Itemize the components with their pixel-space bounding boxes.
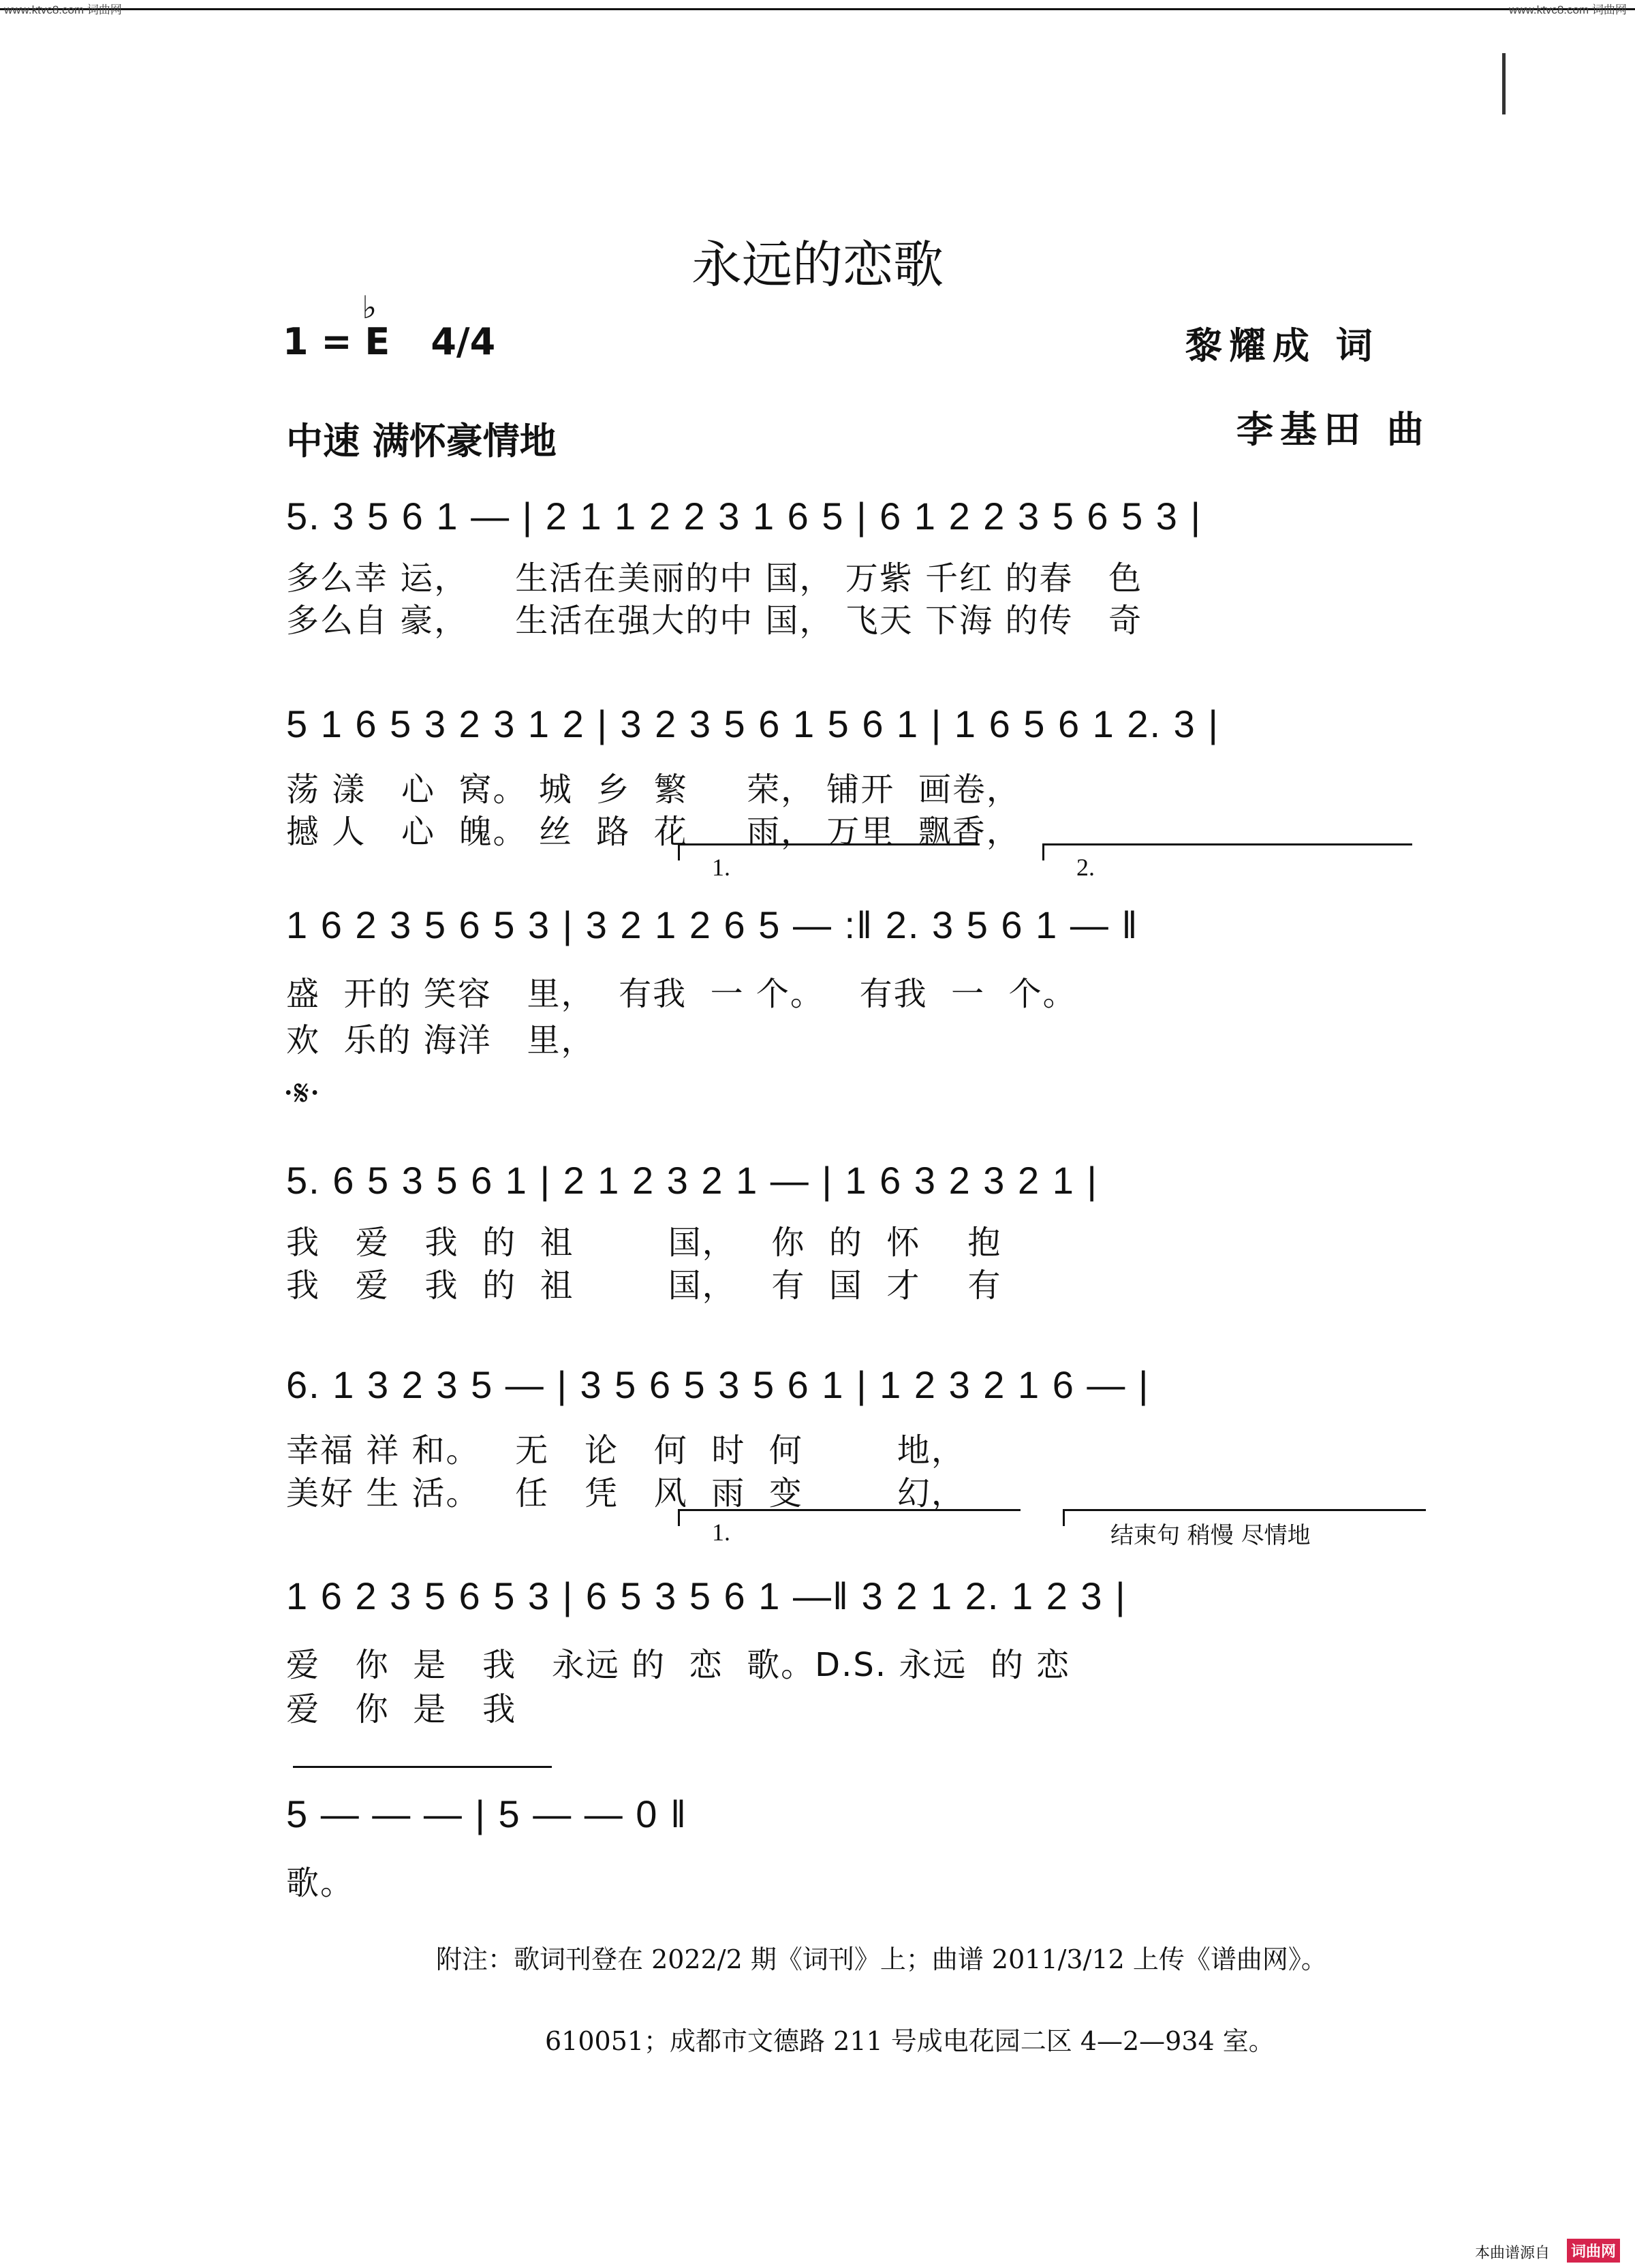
volta-number-1: 1. xyxy=(712,854,730,881)
notation-row: 5. 3 5 6 1 — | 2 1 1 2 2 3 1 6 5 | 6 1 2 2 3 5 6 5 3 | xyxy=(286,495,1202,538)
lyric-line: 多么自 豪， 生活在强大的中 国， 飞天 下海 的传 奇 xyxy=(286,602,1143,640)
lyric-line: 撼 人 心 魄。 丝 路 花 雨， 万里 飘香， xyxy=(286,813,1021,851)
lyricist-credit: 黎耀成 词 xyxy=(1185,324,1380,367)
notation-row: 5. 6 5 3 5 6 1 | 2 1 2 3 2 1 — | 1 6 3 2 3 2 1 | xyxy=(286,1159,1098,1202)
site-stamp-right: www.ktvc8.com 词曲网 xyxy=(1509,3,1627,16)
volta-number-2: 2. xyxy=(1076,854,1095,881)
tie-arc xyxy=(293,1766,552,1780)
lyric-line: 多么幸 运， 生活在美丽的中 国， 万紫 千红 的春 色 xyxy=(286,559,1143,597)
notation-row: 5 1 6 5 3 2 3 1 2 | 3 2 3 5 6 1 5 6 1 | 1 6 5 6 1 2. 3 | xyxy=(286,702,1219,745)
flat-sign: ♭ xyxy=(362,289,377,326)
watermark-logo: 词曲网 xyxy=(1567,2239,1620,2263)
key-signature: 1 = ♭ E 4/4 xyxy=(283,289,496,363)
contact-address: 610051；成都市文德路 211 号成电花园二区 4—2—934 室。 xyxy=(545,2026,1275,2056)
time-signature: 4/4 xyxy=(431,320,496,363)
lyric-line: 欢 乐的 海洋 里， xyxy=(286,1021,595,1059)
watermark-label: 本曲谱源自 xyxy=(1475,2245,1551,2262)
lyric-line: 爱 你 是 我 永远 的 恋 歌。D.S. 永远 的 恋 xyxy=(286,1646,1071,1684)
lyric-line: 盛 开的 笑容 里， 有我 一 个。 有我 一 个。 xyxy=(286,975,1077,1013)
lyric-line: 我 爱 我 的 祖 国， 你 的 怀 抱 xyxy=(286,1224,1002,1262)
lyric-line: 幸福 祥 和。 无 论 何 时 何 地， xyxy=(286,1431,965,1470)
tempo-marking: 中速 满怀豪情地 xyxy=(286,420,557,463)
scan-edge-mark xyxy=(1502,53,1506,114)
volta-number-1b: 1. xyxy=(712,1519,730,1546)
volta-bracket-2 xyxy=(1042,843,1412,860)
lyric-line: 美好 生 活。 任 凭 风 雨 变 幻， xyxy=(286,1474,965,1512)
notation-row: 6. 1 3 2 3 5 — | 3 5 6 5 3 5 6 1 | 1 2 3 2 1 6 — | xyxy=(286,1363,1150,1406)
song-title: 永远的恋歌 xyxy=(691,236,944,294)
ending-instruction: 结束句 稍慢 尽情地 xyxy=(1110,1522,1311,1549)
segno-icon: ·𝄋· xyxy=(283,1073,321,1114)
lyric-line: 荡 漾 心 窝。 城 乡 繁 荣， 铺开 画卷， xyxy=(286,771,1021,809)
site-stamp-left: www.ktvc8.com 词曲网 xyxy=(4,3,122,16)
top-rule xyxy=(0,8,1635,10)
notation-row: 1 6 2 3 5 6 5 3 | 6 5 3 5 6 1 —‖ 3 2 1 2. 1 2 3 | xyxy=(286,1574,1127,1617)
composer-credit: 李基田 曲 xyxy=(1236,408,1431,451)
lyric-line: 我 爱 我 的 祖 国， 有 国 才 有 xyxy=(286,1267,1002,1305)
notation-row: 5 — — — | 5 — — 0 ‖ xyxy=(286,1792,688,1835)
lyric-line: 爱 你 是 我 xyxy=(286,1690,517,1728)
lyric-line: 歌。 xyxy=(286,1864,355,1902)
footnote: 附注：歌词刊登在 2022/2 期《词刊》上；曲谱 2011/3/12 上传《谱曲网》。 xyxy=(436,1944,1327,1974)
notation-row: 1 6 2 3 5 6 5 3 | 3 2 1 2 6 5 — :‖ 2. 3 5 6 1 — ‖ xyxy=(286,903,1139,946)
